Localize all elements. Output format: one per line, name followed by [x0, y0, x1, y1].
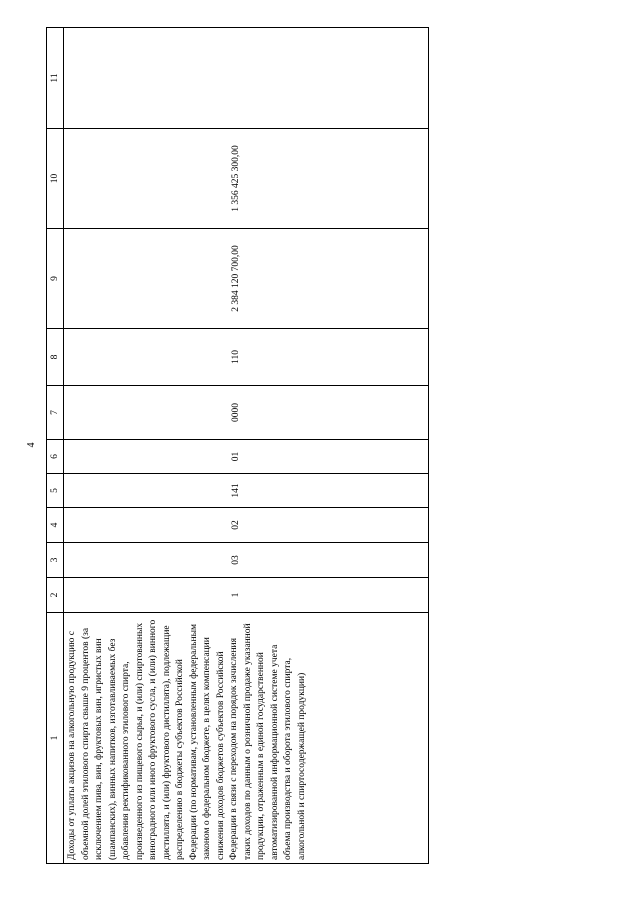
cell-col-5: 141: [64, 474, 429, 508]
header-col-5: 5: [47, 474, 64, 508]
header-col-3: 3: [47, 543, 64, 578]
header-col-11: 11: [47, 28, 64, 129]
cell-col-3: 03: [64, 543, 429, 578]
header-col-6: 6: [47, 440, 64, 474]
cell-col-4: 02: [64, 508, 429, 543]
header-col-10: 10: [47, 129, 64, 229]
row-description: Доходы от уплаты акцизов на алкогольную продукцию с объемной долей этилового спирта свыше 9 процентов (за исключением пива, вин, фруктовых вин, игристых вин (шампанских), винных напитков, изготавливаемых без добавления ректификованного этилового спирта, произведенного из пищевого сырья, и (или) спиртованных виноградного или иного фруктового сусла, и (или) винного дистиллята, и (или) фруктового дистиллята), подлежащие распределению в бюджеты субъектов Российской Федерации (по нормативам, установленным федеральным законом о федеральном бюджете, в целях компенсации снижения доходов бюджетов субъектов Российской Федерации в связи с переходом на порядок зачисления таких доходов по данным о розничной продаже указанной продукции, отраженным в единой государственной автоматизированной информационной системе учета объема производства и оборота этилового спирта, алкогольной и спиртосодержащей продукции): [64, 613, 429, 864]
header-col-8: 8: [47, 329, 64, 386]
header-col-1: 1: [47, 613, 64, 864]
cell-col-2: 1: [64, 578, 429, 613]
page-number: 4: [26, 442, 37, 448]
cell-col-11: [64, 28, 429, 129]
cell-col-10: 1 356 425 300,00: [64, 129, 429, 229]
cell-col-8: 110: [64, 329, 429, 386]
header-row: [47, 28, 64, 864]
header-col-7: 7: [47, 386, 64, 440]
cell-col-6: 01: [64, 440, 429, 474]
header-col-2: 2: [47, 578, 64, 613]
header-col-9: 9: [47, 229, 64, 329]
table-row: [64, 28, 429, 864]
cell-col-7: 0000: [64, 386, 429, 440]
budget-table: [46, 28, 429, 864]
header-col-4: 4: [47, 508, 64, 543]
cell-col-9: 2 384 120 700,00: [64, 229, 429, 329]
